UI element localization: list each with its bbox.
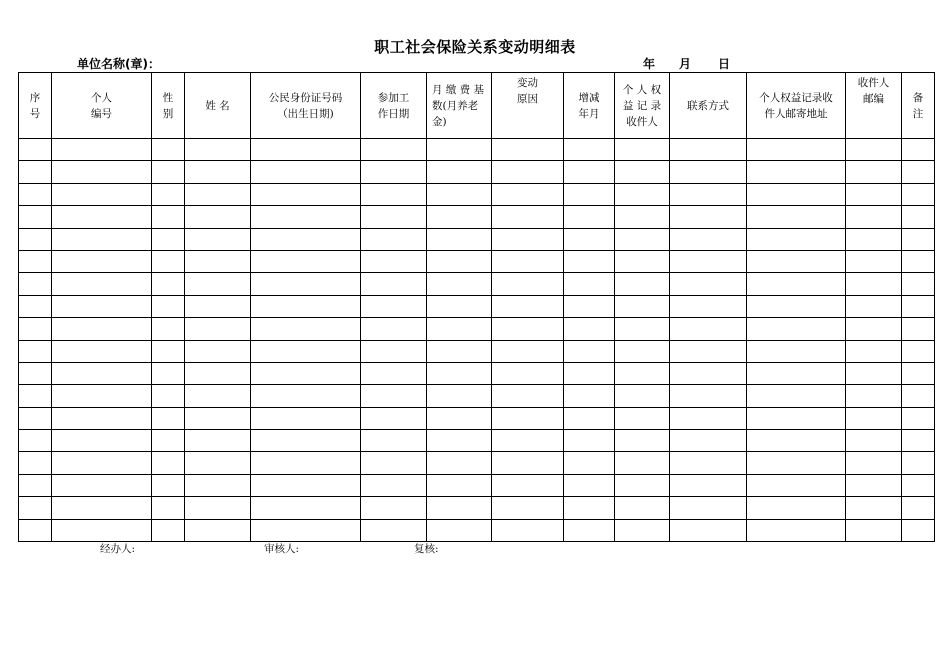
table-cell-postcode[interactable]: [846, 407, 902, 429]
table-cell-reason[interactable]: [492, 474, 564, 496]
table-cell-reason[interactable]: [492, 161, 564, 183]
table-cell-contact[interactable]: [670, 139, 747, 161]
table-cell-change-month[interactable]: [564, 183, 615, 205]
table-cell-gender[interactable]: [152, 497, 185, 519]
table-cell-remark[interactable]: [902, 430, 935, 452]
table-row: [19, 385, 935, 407]
table-row: [19, 295, 935, 317]
column-header-contact: 联系方式: [670, 73, 747, 139]
table-cell-work-start[interactable]: [361, 183, 427, 205]
table-cell-address[interactable]: [747, 407, 846, 429]
table-row: [19, 139, 935, 161]
table-cell-postcode[interactable]: [846, 161, 902, 183]
table-cell-name[interactable]: [185, 340, 251, 362]
table-cell-base[interactable]: [427, 318, 492, 340]
table-cell-postcode[interactable]: [846, 250, 902, 272]
table-cell-seq[interactable]: [19, 497, 52, 519]
table-cell-address[interactable]: [747, 519, 846, 541]
table-cell-work-start[interactable]: [361, 250, 427, 272]
table-cell-contact[interactable]: [670, 250, 747, 272]
table-cell-work-start[interactable]: [361, 295, 427, 317]
table-cell-address[interactable]: [747, 474, 846, 496]
table-row: [19, 362, 935, 384]
table-row: [19, 407, 935, 429]
table-cell-change-month[interactable]: [564, 519, 615, 541]
table-cell-contact[interactable]: [670, 318, 747, 340]
table-cell-change-month[interactable]: [564, 295, 615, 317]
table-cell-reason[interactable]: [492, 340, 564, 362]
table-cell-id-no[interactable]: [251, 497, 361, 519]
table-cell-id-no[interactable]: [251, 430, 361, 452]
table-cell-contact[interactable]: [670, 497, 747, 519]
table-cell-personal-no[interactable]: [52, 340, 152, 362]
table-cell-contact[interactable]: [670, 161, 747, 183]
table-cell-name[interactable]: [185, 385, 251, 407]
table-cell-gender[interactable]: [152, 139, 185, 161]
table-cell-recipient[interactable]: [615, 295, 670, 317]
table-cell-personal-no[interactable]: [52, 273, 152, 295]
table-cell-base[interactable]: [427, 228, 492, 250]
table-cell-seq[interactable]: [19, 183, 52, 205]
table-cell-name[interactable]: [185, 430, 251, 452]
table-cell-recipient[interactable]: [615, 250, 670, 272]
table-cell-remark[interactable]: [902, 385, 935, 407]
table-cell-address[interactable]: [747, 139, 846, 161]
table-cell-address[interactable]: [747, 206, 846, 228]
document-title: 职工社会保险关系变动明细表: [374, 38, 576, 56]
table-cell-id-no[interactable]: [251, 318, 361, 340]
column-header-name: 姓 名: [185, 73, 251, 139]
table-row: [19, 474, 935, 496]
table-cell-seq[interactable]: [19, 295, 52, 317]
table-cell-personal-no[interactable]: [52, 497, 152, 519]
table-cell-contact[interactable]: [670, 340, 747, 362]
table-row: [19, 273, 935, 295]
table-cell-reason[interactable]: [492, 250, 564, 272]
table-cell-reason[interactable]: [492, 362, 564, 384]
reviewer-label: 审核人:: [264, 543, 300, 555]
table-cell-id-no[interactable]: [251, 385, 361, 407]
table-cell-reason[interactable]: [492, 139, 564, 161]
table-cell-change-month[interactable]: [564, 362, 615, 384]
table-cell-base[interactable]: [427, 519, 492, 541]
column-header-recipient: 个 人 权 益 记 录 收件人: [615, 73, 670, 139]
table-cell-change-month[interactable]: [564, 250, 615, 272]
table-cell-personal-no[interactable]: [52, 452, 152, 474]
table-cell-personal-no[interactable]: [52, 228, 152, 250]
table-cell-reason[interactable]: [492, 273, 564, 295]
table-cell-seq[interactable]: [19, 161, 52, 183]
table-cell-change-month[interactable]: [564, 474, 615, 496]
table-cell-address[interactable]: [747, 250, 846, 272]
table-cell-seq[interactable]: [19, 318, 52, 340]
table-cell-name[interactable]: [185, 206, 251, 228]
table-cell-work-start[interactable]: [361, 206, 427, 228]
column-header-seq: 序 号: [19, 73, 52, 139]
table-cell-address[interactable]: [747, 228, 846, 250]
table-cell-address[interactable]: [747, 161, 846, 183]
table-cell-remark[interactable]: [902, 519, 935, 541]
table-cell-reason[interactable]: [492, 497, 564, 519]
column-header-contribution-base: 月 缴 费 基 数(月养老 金): [427, 73, 492, 139]
table-cell-personal-no[interactable]: [52, 407, 152, 429]
table-cell-postcode[interactable]: [846, 362, 902, 384]
table-cell-personal-no[interactable]: [52, 250, 152, 272]
table-cell-work-start[interactable]: [361, 430, 427, 452]
table-cell-postcode[interactable]: [846, 430, 902, 452]
table-row: [19, 318, 935, 340]
table-cell-name[interactable]: [185, 228, 251, 250]
table-cell-contact[interactable]: [670, 228, 747, 250]
table-cell-recipient[interactable]: [615, 139, 670, 161]
table-cell-base[interactable]: [427, 161, 492, 183]
table-cell-contact[interactable]: [670, 183, 747, 205]
table-row: [19, 250, 935, 272]
table-cell-work-start[interactable]: [361, 273, 427, 295]
table-cell-recipient[interactable]: [615, 497, 670, 519]
table-cell-base[interactable]: [427, 273, 492, 295]
table-cell-reason[interactable]: [492, 318, 564, 340]
table-cell-gender[interactable]: [152, 362, 185, 384]
table-cell-change-month[interactable]: [564, 497, 615, 519]
table-cell-change-month[interactable]: [564, 452, 615, 474]
table-cell-name[interactable]: [185, 139, 251, 161]
table-cell-name[interactable]: [185, 519, 251, 541]
table-cell-reason[interactable]: [492, 295, 564, 317]
table-cell-base[interactable]: [427, 340, 492, 362]
table-cell-gender[interactable]: [152, 273, 185, 295]
table-row: [19, 497, 935, 519]
table-cell-base[interactable]: [427, 139, 492, 161]
date-month-label: 月: [679, 57, 692, 71]
table-cell-postcode[interactable]: [846, 139, 902, 161]
table-cell-personal-no[interactable]: [52, 519, 152, 541]
table-cell-name[interactable]: [185, 452, 251, 474]
table-cell-seq[interactable]: [19, 474, 52, 496]
table-cell-recipient[interactable]: [615, 474, 670, 496]
table-cell-contact[interactable]: [670, 452, 747, 474]
table-cell-address[interactable]: [747, 385, 846, 407]
date-day-label: 日: [718, 57, 731, 71]
table-cell-change-month[interactable]: [564, 318, 615, 340]
table-cell-postcode[interactable]: [846, 295, 902, 317]
table-cell-personal-no[interactable]: [52, 362, 152, 384]
table-cell-work-start[interactable]: [361, 318, 427, 340]
table-cell-seq[interactable]: [19, 430, 52, 452]
table-cell-id-no[interactable]: [251, 273, 361, 295]
date-year-label: 年: [643, 57, 656, 71]
table-cell-personal-no[interactable]: [52, 318, 152, 340]
table-cell-gender[interactable]: [152, 340, 185, 362]
table-cell-postcode[interactable]: [846, 183, 902, 205]
table-cell-work-start[interactable]: [361, 519, 427, 541]
table-cell-address[interactable]: [747, 430, 846, 452]
table-cell-gender[interactable]: [152, 318, 185, 340]
table-cell-recipient[interactable]: [615, 318, 670, 340]
column-header-change-month: 增减 年月: [564, 73, 615, 139]
table-cell-name[interactable]: [185, 250, 251, 272]
table-cell-remark[interactable]: [902, 295, 935, 317]
table-cell-change-month[interactable]: [564, 430, 615, 452]
table-cell-id-no[interactable]: [251, 362, 361, 384]
table-row: [19, 519, 935, 541]
table-cell-seq[interactable]: [19, 228, 52, 250]
table-cell-base[interactable]: [427, 362, 492, 384]
table-cell-name[interactable]: [185, 273, 251, 295]
table-cell-id-no[interactable]: [251, 139, 361, 161]
table-cell-id-no[interactable]: [251, 183, 361, 205]
table-cell-change-month[interactable]: [564, 273, 615, 295]
table-cell-change-month[interactable]: [564, 161, 615, 183]
table-cell-id-no[interactable]: [251, 407, 361, 429]
column-header-gender: 性 别: [152, 73, 185, 139]
table-cell-reason[interactable]: [492, 519, 564, 541]
table-cell-work-start[interactable]: [361, 407, 427, 429]
handler-label: 经办人:: [100, 543, 136, 555]
table-cell-contact[interactable]: [670, 362, 747, 384]
table-cell-recipient[interactable]: [615, 385, 670, 407]
table-cell-name[interactable]: [185, 161, 251, 183]
column-header-work-start: 参加工 作日期: [361, 73, 427, 139]
table-cell-base[interactable]: [427, 497, 492, 519]
table-cell-address[interactable]: [747, 340, 846, 362]
table-cell-postcode[interactable]: [846, 318, 902, 340]
table-cell-postcode[interactable]: [846, 497, 902, 519]
table-cell-work-start[interactable]: [361, 161, 427, 183]
table-cell-id-no[interactable]: [251, 228, 361, 250]
table-cell-contact[interactable]: [670, 474, 747, 496]
table-cell-seq[interactable]: [19, 385, 52, 407]
table-cell-base[interactable]: [427, 385, 492, 407]
table-cell-work-start[interactable]: [361, 452, 427, 474]
table-cell-postcode[interactable]: [846, 519, 902, 541]
table-cell-gender[interactable]: [152, 206, 185, 228]
table-cell-change-month[interactable]: [564, 340, 615, 362]
table-row: [19, 228, 935, 250]
table-cell-reason[interactable]: [492, 407, 564, 429]
table-cell-personal-no[interactable]: [52, 295, 152, 317]
table-cell-base[interactable]: [427, 407, 492, 429]
table-cell-postcode[interactable]: [846, 206, 902, 228]
table-cell-work-start[interactable]: [361, 362, 427, 384]
column-header-postcode: 收件人 邮编: [846, 73, 902, 139]
table-cell-remark[interactable]: [902, 318, 935, 340]
table-cell-remark[interactable]: [902, 474, 935, 496]
table-cell-personal-no[interactable]: [52, 430, 152, 452]
column-header-change-reason: 变动 原因: [492, 73, 564, 139]
table-cell-change-month[interactable]: [564, 228, 615, 250]
table-cell-postcode[interactable]: [846, 474, 902, 496]
table-cell-recipient[interactable]: [615, 362, 670, 384]
column-header-id-no: 公民身份证号码 （出生日期): [251, 73, 361, 139]
table-cell-address[interactable]: [747, 295, 846, 317]
table-cell-reason[interactable]: [492, 385, 564, 407]
table-cell-personal-no[interactable]: [52, 206, 152, 228]
table-cell-recipient[interactable]: [615, 452, 670, 474]
table-cell-change-month[interactable]: [564, 206, 615, 228]
table-row: [19, 452, 935, 474]
table-cell-gender[interactable]: [152, 519, 185, 541]
table-cell-gender[interactable]: [152, 228, 185, 250]
table-cell-gender[interactable]: [152, 474, 185, 496]
table-cell-contact[interactable]: [670, 430, 747, 452]
table-cell-work-start[interactable]: [361, 228, 427, 250]
table-cell-seq[interactable]: [19, 362, 52, 384]
table-cell-seq[interactable]: [19, 407, 52, 429]
table-row: [19, 161, 935, 183]
table-cell-id-no[interactable]: [251, 161, 361, 183]
table-cell-remark[interactable]: [902, 183, 935, 205]
table-cell-contact[interactable]: [670, 519, 747, 541]
table-cell-postcode[interactable]: [846, 452, 902, 474]
table-cell-remark[interactable]: [902, 497, 935, 519]
table-cell-base[interactable]: [427, 183, 492, 205]
table-cell-name[interactable]: [185, 318, 251, 340]
table-cell-recipient[interactable]: [615, 183, 670, 205]
table-body: [19, 139, 935, 542]
table-row: [19, 183, 935, 205]
table-cell-name[interactable]: [185, 183, 251, 205]
table-cell-remark[interactable]: [902, 452, 935, 474]
table-cell-address[interactable]: [747, 183, 846, 205]
table-cell-base[interactable]: [427, 295, 492, 317]
insurance-change-table: [18, 72, 935, 542]
table-cell-base[interactable]: [427, 474, 492, 496]
table-cell-gender[interactable]: [152, 161, 185, 183]
table-cell-seq[interactable]: [19, 452, 52, 474]
table-row: [19, 340, 935, 362]
table-cell-name[interactable]: [185, 474, 251, 496]
table-cell-id-no[interactable]: [251, 519, 361, 541]
table-cell-personal-no[interactable]: [52, 139, 152, 161]
table-cell-address[interactable]: [747, 452, 846, 474]
table-cell-personal-no[interactable]: [52, 385, 152, 407]
table-cell-seq[interactable]: [19, 139, 52, 161]
table-cell-gender[interactable]: [152, 295, 185, 317]
table-cell-postcode[interactable]: [846, 228, 902, 250]
table-cell-contact[interactable]: [670, 407, 747, 429]
table-cell-contact[interactable]: [670, 206, 747, 228]
table-cell-name[interactable]: [185, 407, 251, 429]
table-cell-postcode[interactable]: [846, 385, 902, 407]
table-cell-postcode[interactable]: [846, 340, 902, 362]
table-cell-address[interactable]: [747, 362, 846, 384]
table-cell-personal-no[interactable]: [52, 183, 152, 205]
table-row: [19, 206, 935, 228]
table-cell-remark[interactable]: [902, 139, 935, 161]
table-cell-id-no[interactable]: [251, 295, 361, 317]
table-cell-name[interactable]: [185, 497, 251, 519]
table-cell-work-start[interactable]: [361, 497, 427, 519]
table-cell-gender[interactable]: [152, 183, 185, 205]
table-cell-recipient[interactable]: [615, 430, 670, 452]
table-cell-reason[interactable]: [492, 430, 564, 452]
table-cell-address[interactable]: [747, 318, 846, 340]
table-cell-gender[interactable]: [152, 250, 185, 272]
table-cell-remark[interactable]: [902, 407, 935, 429]
table-cell-gender[interactable]: [152, 407, 185, 429]
column-header-address: 个人权益记录收 件人邮寄地址: [747, 73, 846, 139]
rechecker-label: 复核:: [414, 543, 439, 555]
table-cell-recipient[interactable]: [615, 273, 670, 295]
table-cell-name[interactable]: [185, 362, 251, 384]
table-cell-id-no[interactable]: [251, 340, 361, 362]
table-cell-recipient[interactable]: [615, 519, 670, 541]
table-cell-work-start[interactable]: [361, 340, 427, 362]
table-cell-seq[interactable]: [19, 250, 52, 272]
table-cell-gender[interactable]: [152, 430, 185, 452]
table-cell-work-start[interactable]: [361, 139, 427, 161]
table-cell-contact[interactable]: [670, 273, 747, 295]
table-cell-recipient[interactable]: [615, 161, 670, 183]
table-cell-address[interactable]: [747, 497, 846, 519]
table-cell-seq[interactable]: [19, 340, 52, 362]
table-cell-base[interactable]: [427, 452, 492, 474]
table-cell-change-month[interactable]: [564, 407, 615, 429]
table-cell-remark[interactable]: [902, 206, 935, 228]
table-cell-work-start[interactable]: [361, 385, 427, 407]
unit-name-label: 单位名称(章)：: [77, 57, 160, 71]
table-cell-reason[interactable]: [492, 206, 564, 228]
table-cell-id-no[interactable]: [251, 474, 361, 496]
column-header-remark: 备 注: [902, 73, 935, 139]
table-cell-recipient[interactable]: [615, 407, 670, 429]
table-cell-remark[interactable]: [902, 228, 935, 250]
table-row: [19, 430, 935, 452]
table-cell-id-no[interactable]: [251, 206, 361, 228]
column-header-personal-no: 个人 编号: [52, 73, 152, 139]
table-cell-change-month[interactable]: [564, 385, 615, 407]
table-cell-name[interactable]: [185, 295, 251, 317]
table-cell-remark[interactable]: [902, 340, 935, 362]
table-cell-id-no[interactable]: [251, 250, 361, 272]
table-cell-recipient[interactable]: [615, 340, 670, 362]
table-cell-base[interactable]: [427, 250, 492, 272]
table-cell-contact[interactable]: [670, 295, 747, 317]
table-cell-personal-no[interactable]: [52, 161, 152, 183]
table-cell-gender[interactable]: [152, 452, 185, 474]
table-cell-reason[interactable]: [492, 452, 564, 474]
table-cell-gender[interactable]: [152, 385, 185, 407]
table-cell-work-start[interactable]: [361, 474, 427, 496]
table-cell-base[interactable]: [427, 430, 492, 452]
table-header-row: [19, 73, 935, 139]
table-cell-seq[interactable]: [19, 519, 52, 541]
table-cell-reason[interactable]: [492, 183, 564, 205]
table-cell-personal-no[interactable]: [52, 474, 152, 496]
table-cell-remark[interactable]: [902, 273, 935, 295]
table-cell-remark[interactable]: [902, 161, 935, 183]
table-cell-change-month[interactable]: [564, 139, 615, 161]
table-cell-reason[interactable]: [492, 228, 564, 250]
table-cell-remark[interactable]: [902, 362, 935, 384]
table-cell-seq[interactable]: [19, 206, 52, 228]
table-cell-recipient[interactable]: [615, 206, 670, 228]
table-cell-seq[interactable]: [19, 273, 52, 295]
table-cell-id-no[interactable]: [251, 452, 361, 474]
table-cell-postcode[interactable]: [846, 273, 902, 295]
table-cell-contact[interactable]: [670, 385, 747, 407]
table-cell-base[interactable]: [427, 206, 492, 228]
table-cell-remark[interactable]: [902, 250, 935, 272]
table-cell-recipient[interactable]: [615, 228, 670, 250]
table-cell-address[interactable]: [747, 273, 846, 295]
